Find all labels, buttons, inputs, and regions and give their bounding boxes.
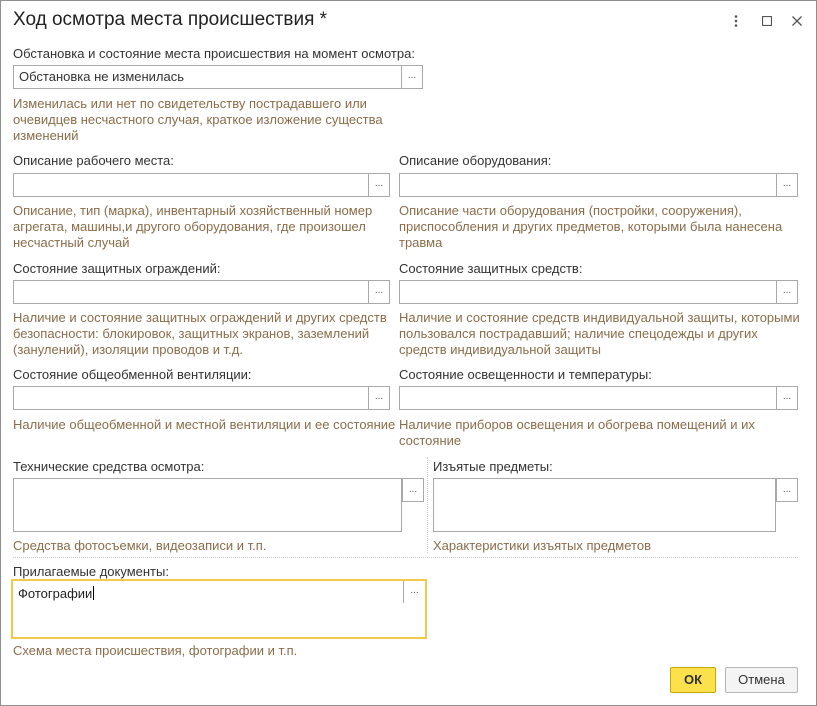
text-caret [93, 586, 94, 600]
fences-label: Состояние защитных ограждений: [13, 261, 221, 276]
fences-select-button[interactable]: ... [368, 281, 389, 303]
situation-label: Обстановка и состояние места происшествия на момент осмотра: [13, 46, 415, 61]
workplace-hint: Описание, тип (марка), инвентарный хозяйственный номер агрегата, машины,и другого оборудования, где произошел несчастный случай [13, 203, 373, 250]
workplace-label: Описание рабочего места: [13, 153, 174, 168]
seized-hint: Характеристики изъятых предметов [433, 538, 651, 553]
ventilation-hint: Наличие общеобменной и местной вентиляции и ее состояние [13, 417, 396, 432]
section-divider [13, 557, 798, 558]
documents-hint: Схема места происшествия, фотографии и т.п. [13, 643, 298, 658]
situation-field[interactable] [13, 65, 423, 89]
tech-means-textarea[interactable] [13, 478, 402, 532]
documents-value[interactable]: Фотографии [18, 586, 93, 601]
equipment-hint: Описание части оборудования (постройки, сооружения), приспособления и других предметов, которыми была нанесена травма [399, 203, 783, 250]
ventilation-select-button[interactable]: ... [368, 387, 389, 409]
window-title: Ход осмотра места происшествия * [13, 9, 328, 30]
ventilation-label: Состояние общеобменной вентиляции: [13, 367, 252, 382]
seized-select-button[interactable]: ... [776, 478, 798, 502]
situation-value[interactable]: Обстановка не изменилась [19, 69, 185, 84]
close-icon[interactable] [787, 11, 807, 31]
cancel-button[interactable]: Отмена [725, 667, 798, 693]
lighting-label: Состояние освещенности и температуры: [399, 367, 652, 382]
equipment-label: Описание оборудования: [399, 153, 552, 168]
protection-field[interactable] [399, 280, 798, 304]
situation-select-button[interactable]: ... [401, 66, 422, 88]
documents-select-button[interactable]: ... [403, 581, 425, 603]
protection-hint: Наличие и состояние средств индивидуальной защиты, которыми пользовался пострадавший; наличие спецодежды и других средств индивидуальной защиты [399, 310, 800, 357]
tech-means-hint: Средства фотосъемки, видеозаписи и т.п. [13, 538, 267, 553]
lighting-field[interactable] [399, 386, 798, 410]
column-divider [427, 457, 428, 553]
fences-field[interactable] [13, 280, 390, 304]
fences-hint: Наличие и состояние защитных ограждений и других средств безопасности: блокировок, защитных экранов, заземлений (занулений), изоляции проводов и т.д. [13, 310, 387, 357]
workplace-field[interactable] [13, 173, 390, 197]
tech-means-select-button[interactable]: ... [402, 478, 424, 502]
documents-textarea[interactable] [11, 579, 427, 639]
tech-means-label: Технические средства осмотра: [13, 459, 205, 474]
ok-button[interactable]: ОК [670, 667, 716, 693]
ventilation-field[interactable] [13, 386, 390, 410]
equipment-select-button[interactable]: ... [776, 174, 797, 196]
maximize-icon[interactable] [757, 11, 777, 31]
seized-textarea[interactable] [433, 478, 776, 532]
seized-label: Изъятые предметы: [433, 459, 553, 474]
situation-hint: Изменилась или нет по свидетельству пострадавшего или очевидцев несчастного случая, краткое изложение существа изменений [13, 96, 383, 143]
workplace-select-button[interactable]: ... [368, 174, 389, 196]
more-vertical-icon[interactable] [726, 11, 746, 31]
equipment-field[interactable] [399, 173, 798, 197]
protection-select-button[interactable]: ... [776, 281, 797, 303]
protection-label: Состояние защитных средств: [399, 261, 583, 276]
documents-label: Прилагаемые документы: [13, 564, 169, 579]
lighting-select-button[interactable]: ... [776, 387, 797, 409]
lighting-hint: Наличие приборов освещения и обогрева помещений и их состояние [399, 417, 755, 448]
